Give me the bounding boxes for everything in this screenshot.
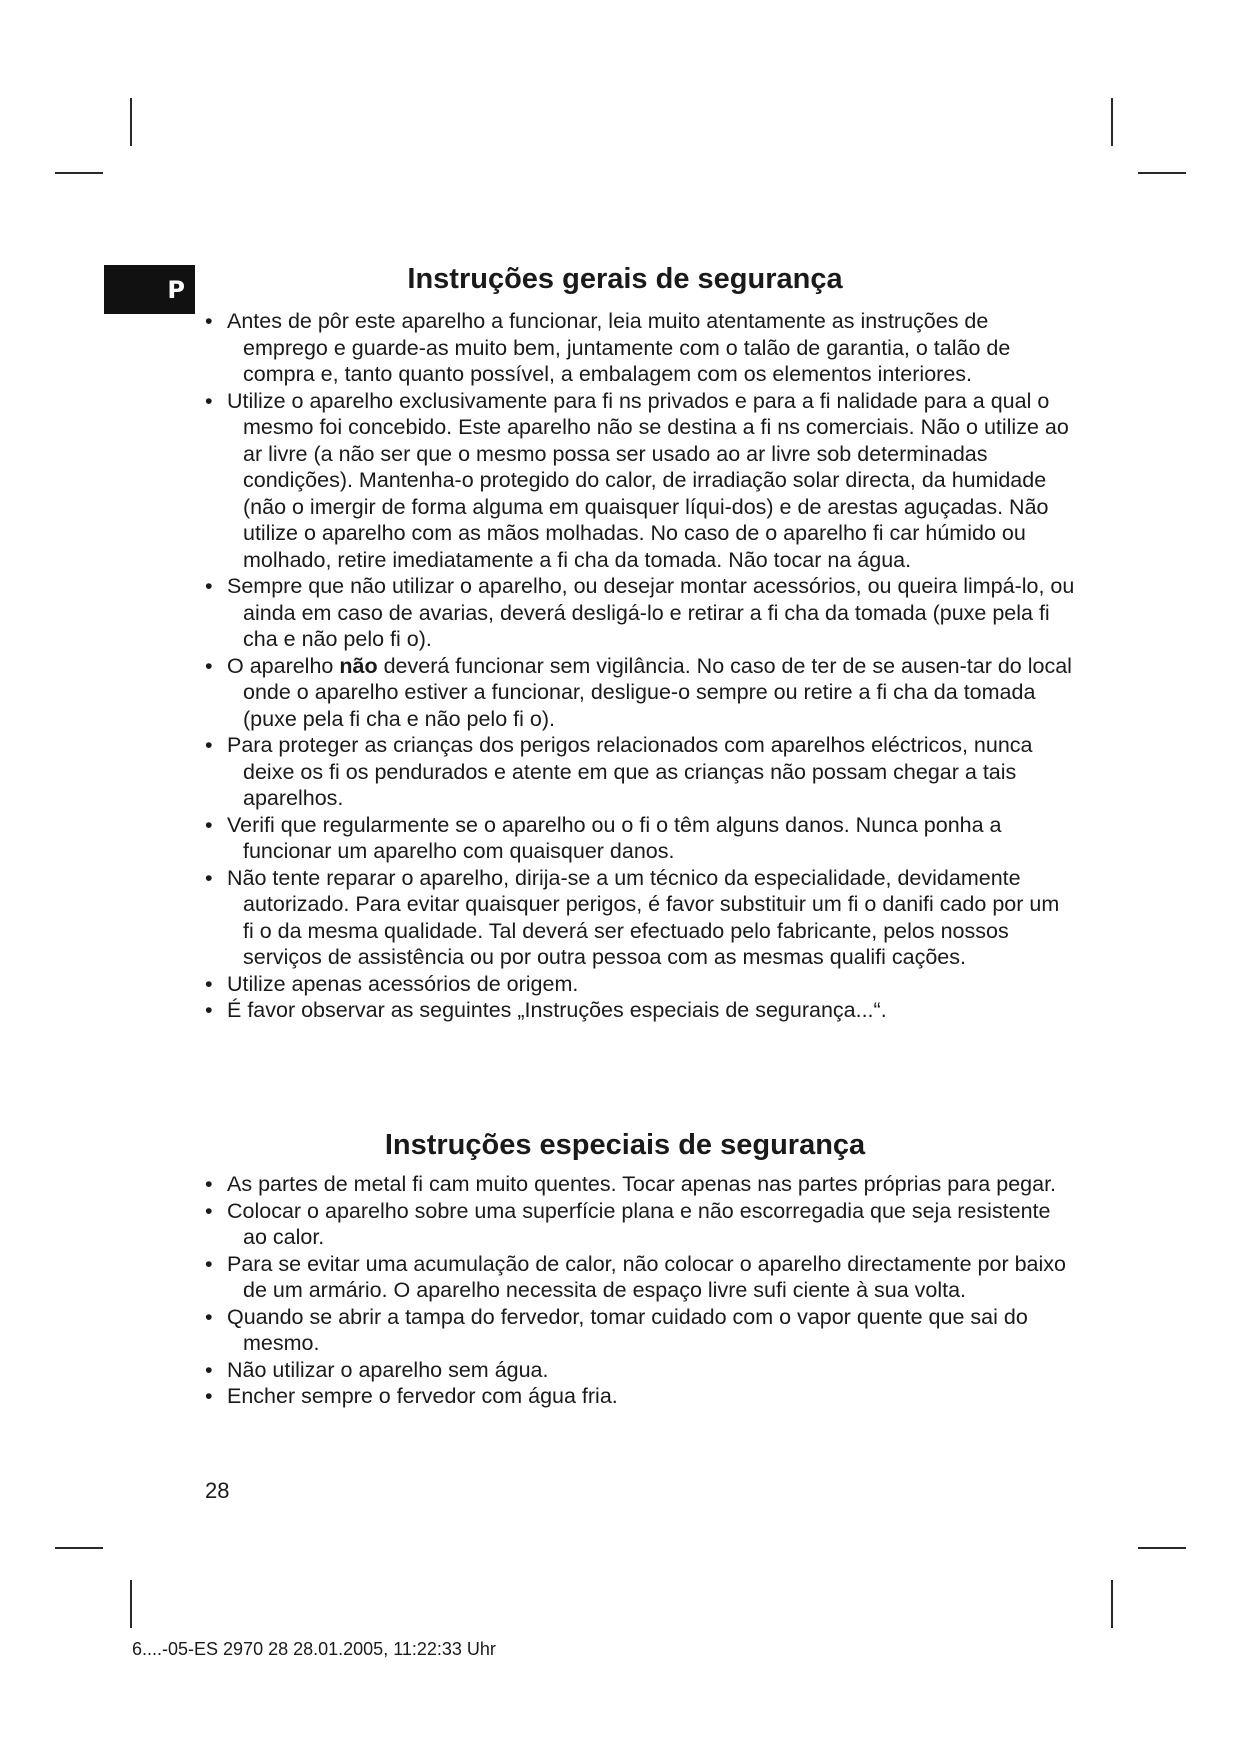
crop-mark-bottom-left-vertical <box>130 1580 132 1628</box>
crop-mark-bottom-left-horizontal <box>55 1547 103 1549</box>
crop-mark-top-right-horizontal <box>1138 172 1186 174</box>
list-item: • Verifi que regularmente se o aparelho ou o fi o têm alguns danos. Nunca ponha a funcionar um aparelho com quaisquer danos. <box>205 812 1075 865</box>
list-item: • Encher sempre o fervedor com água fria. <box>205 1383 1075 1410</box>
list-item-text: O aparelho <box>227 653 340 678</box>
list-item <box>205 653 1075 733</box>
crop-mark-bottom-right-horizontal <box>1138 1547 1186 1549</box>
special-safety-heading: Instruções especiais de segurança <box>384 1129 866 1161</box>
crop-mark-top-left-vertical <box>130 98 132 146</box>
page-number: 28 <box>205 1478 230 1503</box>
list-item: • Colocar o aparelho sobre uma superfície plana e não escorregadia que seja resistente ao calor. <box>205 1198 1075 1251</box>
list-item: • Para proteger as crianças dos perigos relacionados com aparelhos eléctricos, nunca deixe os fi os pendurados e atente em que as crianças não possam chegar a tais aparelhos. <box>205 732 1075 812</box>
list-item: • Não tente reparar o aparelho, dirija-se a um técnico da especialidade, devidamente autorizado. Para evitar quaisquer perigos, é favor substituir um fi o danifi cado por um fi o da mesma qualidade. Tal deverá ser efectuado pelo fabricante, pelos nossos serviços de assistência ou por outra pessoa com as mesmas qualifi cações. <box>205 865 1075 971</box>
list-item: • Antes de pôr este aparelho a funcionar, leia muito atentamente as instruções de emprego e guarde-as muito bem, juntamente com o talão de garantia, o talão de compra e, tanto quanto possível, a embalagem com os elementos interiores. <box>205 308 1075 388</box>
crop-mark-top-right-vertical <box>1111 98 1113 146</box>
list-item: • Não utilizar o aparelho sem água. <box>205 1357 1075 1384</box>
list-item-text: deverá funcionar sem vigilância. No caso de ter de se ausen-tar do local onde o aparelho estiver a funcionar, desligue-o sempre ou retire a fi cha da tomada (puxe pela fi cha e não pelo fi o). <box>243 653 1072 731</box>
emphasis-text: não <box>339 653 378 678</box>
special-safety-list <box>205 1171 1075 1410</box>
list-item: • Sempre que não utilizar o aparelho, ou desejar montar acessórios, ou queira limpá-lo, ou ainda em caso de avarias, deverá desligá-lo e retirar a fi cha da tomada (puxe pela fi cha e não pelo fi o). <box>205 573 1075 653</box>
list-item: • Quando se abrir a tampa do fervedor, tomar cuidado com o vapor quente que sai do mesmo. <box>205 1304 1075 1357</box>
general-safety-heading: Instruções gerais de segurança <box>407 263 843 295</box>
list-item: • Utilize apenas acessórios de origem. <box>205 971 1075 998</box>
print-footer: 6....-05-ES 2970 28 28.01.2005, 11:22:33 Uhr <box>132 1639 496 1659</box>
general-safety-list <box>205 308 1075 1024</box>
crop-mark-top-left-horizontal <box>55 172 103 174</box>
list-item: • Utilize o aparelho exclusivamente para fi ns privados e para a fi nalidade para a qual o mesmo foi concebido. Este aparelho não se destina a fi ns comerciais. Não o utilize ao ar livre (a não ser que o mesmo possa ser usado ao ar livre sob determinadas condições). Mantenha-o protegido do calor, de irradiação solar directa, da humidade (não o imergir de forma alguma em quaisquer líqui-dos) e de arestas aguçadas. Não utilize o aparelho com as mãos molhadas. No caso de o aparelho fi car húmido ou molhado, retire imediatamente a fi cha da tomada. Não tocar na água. <box>205 388 1075 574</box>
list-item: • As partes de metal fi cam muito quentes. Tocar apenas nas partes próprias para pegar. <box>205 1171 1075 1198</box>
list-item: • Para se evitar uma acumulação de calor, não colocar o aparelho directamente por baixo de um armário. O aparelho necessita de espaço livre sufi ciente à sua volta. <box>205 1251 1075 1304</box>
language-tab: P <box>104 265 195 314</box>
list-item: • É favor observar as seguintes „Instruções especiais de segurança...“. <box>205 997 1075 1024</box>
crop-mark-bottom-right-vertical <box>1111 1580 1113 1628</box>
